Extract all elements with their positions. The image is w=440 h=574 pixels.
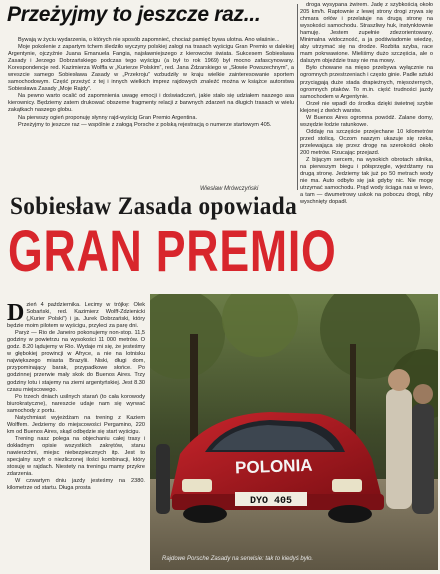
right-paragraph: Orzeł nie wpadł do środka dzięki świetnej szybie klejonej z dwóch warstw.	[300, 100, 433, 114]
right-paragraph: Było chowane na mięso przebywa wyłącznie na ogromnych przestrzeniach i często ginie. Padłe sztuki przyciągają duże stada drapieżnych, mięsożernych, ogromnych ptaków. To m.in. cięść trudności jazdy samochodem w Argentynie.	[300, 65, 433, 100]
car-polonia-lettering: POLONIA	[234, 455, 313, 478]
photo-illustration	[150, 294, 438, 570]
intro-paragraph: Na pierwszy ogień proponuję słynny rajd-wyścig Gran Premio Argentina.	[18, 114, 198, 121]
intro-paragraph: Moje pokolenie z zapartym tchem śledziło wyczyny polskiej załogi na trasach wyścigu Gran Premio w dalekiej Argentynie, ojczyźnie Juana Emanuela Fangia, najsławniejszego z kierowców świata. Sukcesem Sobiesława Zasady i Jerzego Dobrzańskiego podczas tego wyścigu (a był to rok 1969) był mocno zafascynowany. Korespondencje red. Kazimierza Wolffa w „Kurierze Polskim”, red. Jana Żdzarskiego w „Słowie Powszechnym”, a wreszcie samego Sobiesława Zasady w „Przekroju” wzbudziły w kraju wielkie zainteresowanie sportem samochodowym. Część przeżyć z tej i innych wielkich imprez rajdowych znaleźć można w książce autorstwa Sobiesława Zasady „Moje Rajdy”.	[8, 44, 294, 93]
article-paragraph: Natychmiast wyjeżdżam na trening z Kaziem Wolffem. Jedziemy do miejscowości Pergamino, 220 km od Buenos Aires, skąd odbędzie się start wyścigu.	[7, 414, 145, 435]
right-paragraph: W Buenos Aires ogromna powódź. Zalane domy, wszędzie łodzie ratunkowe.	[300, 114, 433, 128]
license-plate-text: DYO 405	[249, 496, 293, 507]
article-headline: Sobiesław Zasada opowiada	[10, 193, 298, 220]
right-paragraph: Oddaję na szczęście przejechane 10 kilometrów przed stolicą. Oczom naszym ukazuje się rzeka, przelewająca się przez drogę na szerokości około 200 metrów. Rzucając przejazd.	[300, 128, 433, 156]
article-big-title: GRAN PREMIO	[8, 219, 337, 284]
rally-car-photo	[150, 294, 438, 570]
article-paragraph: Paryż — Rio de Janeiro pokonujemy non-stop. 11,5 godziny w powietrzu na wysokości 11 000 metrów. O godz. 8.20 lądujemy w Rio. Wydaje mi się, że jesteśmy w głębokiej prowincji w Afryce, a nie na lotnisku największego miasta Brazylii. Niski, długi dom, przypominający barak, przypadkowe słońce. Po godzinnej przerwie mały skok do Buenos Aires. Trzy godziny lotu i stajemy na ziemi argentyńskiej. Jest 8.30 czasu miejscowego.	[7, 330, 145, 393]
right-column	[300, 2, 433, 206]
intro-column	[8, 37, 294, 129]
intro-paragraph: Na pewno warto ocalić od zapomnienia uwagę emocji i doświadczeń, jakie stało się udziałem naszego asa kierownicy. Będziemy zatem drukować obszerne fragmenty relacji z barwnych zdarzeń na długich trasach w wielu zakątkach naszego globu.	[8, 93, 294, 114]
intro-paragraph: Bywają w życiu wydarzenia, o których nie sposób zapomnieć, chociaż pamięć bywa ulotna. Ano właśnie...	[18, 37, 280, 43]
photo-caption: Rajdowe Porsche Zasady na serwisie: tak to kiedyś było.	[162, 556, 314, 562]
article-paragraph: W czwartym dniu jazdy jesteśmy na 2380. kilometrze od startu. Długa prosta	[7, 478, 145, 492]
intro-paragraph: Przeżyjmy to jeszcze raz — wspólnie z załogą Porsche z polską rejestracją o numerze startowym 405.	[18, 121, 272, 128]
article-paragraph: Trening nasz polega na objechaniu całej trasy i dokładnym opisie wszystkich zakrętów, stanu nawierzchni, miejsc niebezpiecznych itp. Jest to specjalny szyfr o niezliczonej ilości kombinacji, który stosuję w rajdach. Niestety na treningu mamy przykre zdarzenia.	[7, 435, 145, 478]
column-divider	[297, 4, 298, 190]
right-paragraph: droga wysypana żwirem. Jadę z szybkością około 205 km/h. Raptownie z lewej strony drogi zrywa się chmara orłów i przelatuje na drugą stronę na wysokości samochodu. Straszliwy huk, instynktownie hamuję. Jestem zupełnie zdezorientowany. Minimalna widoczność, a ja podświadomie wiedzę, aby utrzymać się na drodze. Rozbita szyba, race mam pokrwawione. Mieliśmy dużo szczęścia, ale o dalszym objeździe trasy nie ma mowy.	[300, 2, 433, 65]
page-title: Przeżyjmy to jeszcze raz...	[7, 3, 261, 26]
article-paragraph: Po trzech dniach usilnych starań (to cała korowody biurokratyczne), nareszcie udaje nam się wyrwać samochody z portu.	[7, 393, 145, 414]
author-signature: Wiesław Mrówczyński	[200, 186, 259, 192]
right-paragraph: Z bijącym sercem, na wysokich obrotach silnika, na pierwszym biegu i półsprzęgle, wjeżdżamy na drugą stronę. Jedziemy tak już po 50 metrach wody nie ma. Auto odbyło się jak gdyby nic. Nie mogę utrzymać samochodu. Prąd wody ściąga nas w lewo, a tam — dwumetrowy uskok na poboczu drogi, niby wyschnięty dopadł.	[300, 157, 433, 206]
article-column	[7, 302, 145, 492]
drop-cap: D	[7, 300, 25, 326]
article-paragraph: zień 4 października. Lecimy w trójkę: Olek Sobański, red. Kazimierz Wolff-Zdzienicki („Kurier Polski”) i ja. Jurek Dobrzański, który będzie moim pilotem w wyścigu, przyleci za parę dni.	[7, 302, 145, 330]
